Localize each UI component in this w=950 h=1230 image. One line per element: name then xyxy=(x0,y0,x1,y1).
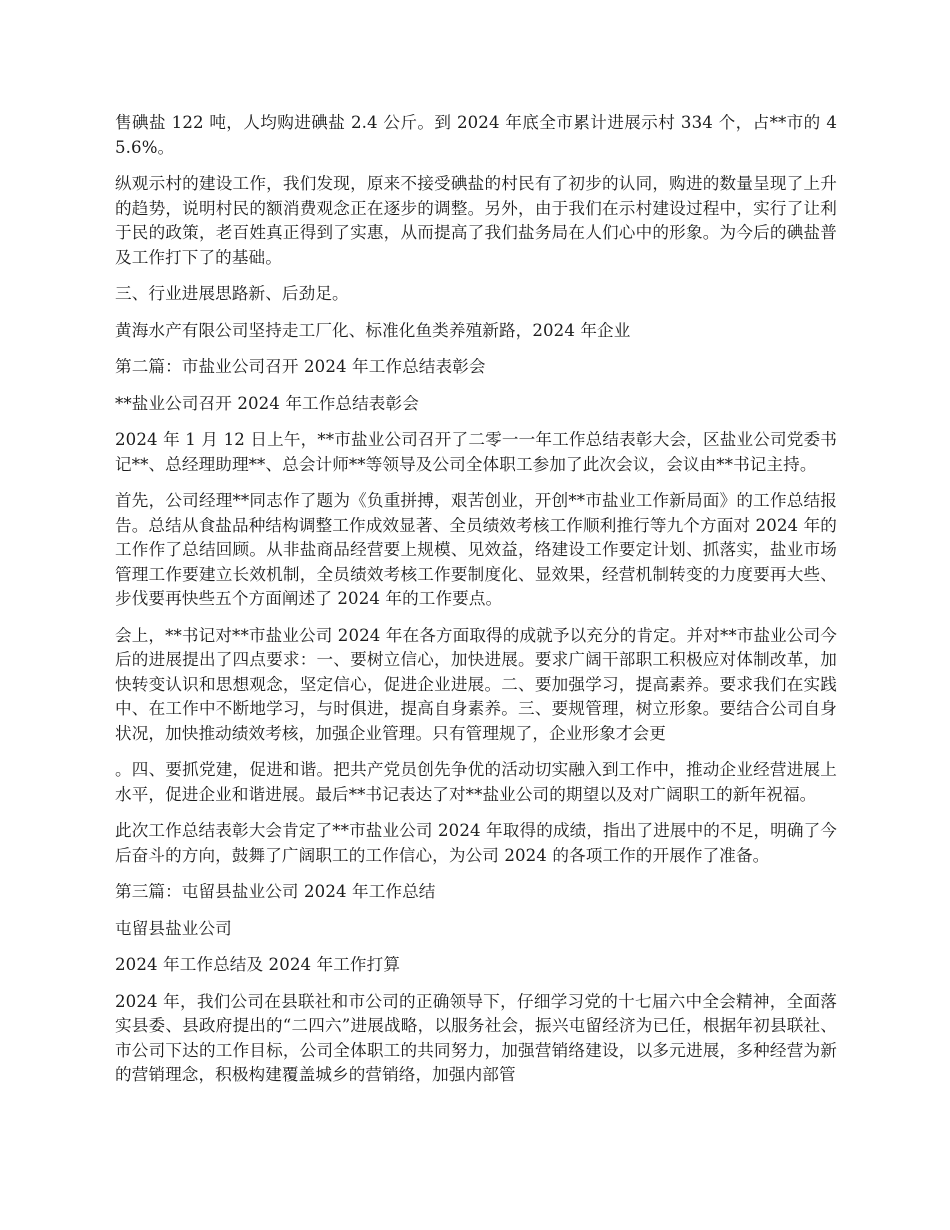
paragraph-meeting-intro: 2024 年 1 月 12 日上午，**市盐业公司召开了二零一一年工作总结表彰大会，区盐业公司党委书记**、总经理助理**、总会计师**等领导及公司全体职工参加了此次会议，会议由**书记主持。 xyxy=(115,430,837,474)
paragraph-meeting-conclusion: 此次工作总结表彰大会肯定了**市盐业公司 2024 年取得的成绩，指出了进展中的不足，明确了今后奋斗的方向，鼓舞了广阔职工的工作信心，为公司 2024 的各项工作的开展作了准备。 xyxy=(115,821,837,865)
section-heading-industry-development: 三、行业进展思路新、后劲足。 xyxy=(115,284,349,303)
report-subtitle: 2024 年工作总结及 2024 年工作打算 xyxy=(115,955,401,974)
paragraph-demo-village-overview: 纵观示村的建设工作，我们发现，原来不接受碘盐的村民有了初步的认同，购进的数量呈现了上升的趋势，说明村民的额消费观念正在逐步的调整。另外，由于我们在示村建设过程中，实行了让利于民的政策，老百姓真正得到了实惠，从而提高了我们盐务局在人们心中的形象。为今后的碘盐普及工作打下了的基础。 xyxy=(115,174,837,267)
paragraph-huanghai-aquatic: 黄海水产有限公司坚持走工厂化、标准化鱼类养殖新路，2024 年企业 xyxy=(115,320,631,340)
paragraph-iodized-salt-sales: 售碘盐 122 吨，人均购进碘盐 2.4 公斤。到 2024 年底全市累计进展示村 334 个，占**市的 45.6%。 xyxy=(115,113,837,157)
article-title-meeting: **盐业公司召开 2024 年工作总结表彰会 xyxy=(115,393,419,413)
paragraph-annual-summary: 2024 年，我们公司在县联社和市公司的正确领导下，仔细学习党的十七届六中全会精神，全面落实县委、县政府提出的“二四六”进展战略，以服务社会，振兴屯留经济为已任，根据年初县联社、市公司下达的工作目标，公司全体职工的共同努力，加强营销络建设，以多元进展，多种经营为新的营销理念，积极构建覆盖城乡的营销络，加强内部管 xyxy=(115,991,837,1084)
organization-name: 屯留县盐业公司 xyxy=(115,918,232,938)
chapter-heading-part-two: 第二篇：市盐业公司召开 2024 年工作总结表彰会 xyxy=(115,357,486,376)
document-page xyxy=(115,111,837,1100)
paragraph-party-building: 。四、要抓党建，促进和谐。把共产党员创先争优的活动切实融入到工作中，推动企业经营进展上水平，促进企业和谐进展。最后**书记表达了对**盐业公司的期望以及对广阔职工的新年祝福。 xyxy=(115,760,837,804)
chapter-heading-part-three: 第三篇：屯留县盐业公司 2024 年工作总结 xyxy=(115,882,436,901)
paragraph-manager-report: 首先，公司经理**同志作了题为《负重拼搏，艰苦创业，开创**市盐业工作新局面》的工作总结报告。总结从食盐品种结构调整工作成效显著、全员绩效考核工作顺利推行等九个方面对 2024 年的工作作了总结回顾。从非盐商品经营要上规模、见效益，络建设工作要定计划、抓落实，盐业市场管理工作要建立长效机制，全员绩效考核工作要制度化、显效果，经营机制转变的力度要再大些、步伐要再快些五个方面阐述了 2024 年的工作要点。 xyxy=(115,491,837,608)
paragraph-secretary-requirements: 会上，**书记对**市盐业公司 2024 年在各方面取得的成就予以充分的肯定。并对**市盐业公司今后的进展提出了四点要求：一、要树立信心，加快进展。要求广阔干部职工积极应对体制改革，加快转变认识和思想观念，坚定信心，促进企业进展。二、要加强学习，提高素养。要求我们在实践中、在工作中不断地学习，与时俱进，提高自身素养。三、要规管理，树立形象。要结合公司自身状况，加快推动绩效考核，加强企业管理。只有管理规了，企业形象才会更 xyxy=(115,625,837,743)
